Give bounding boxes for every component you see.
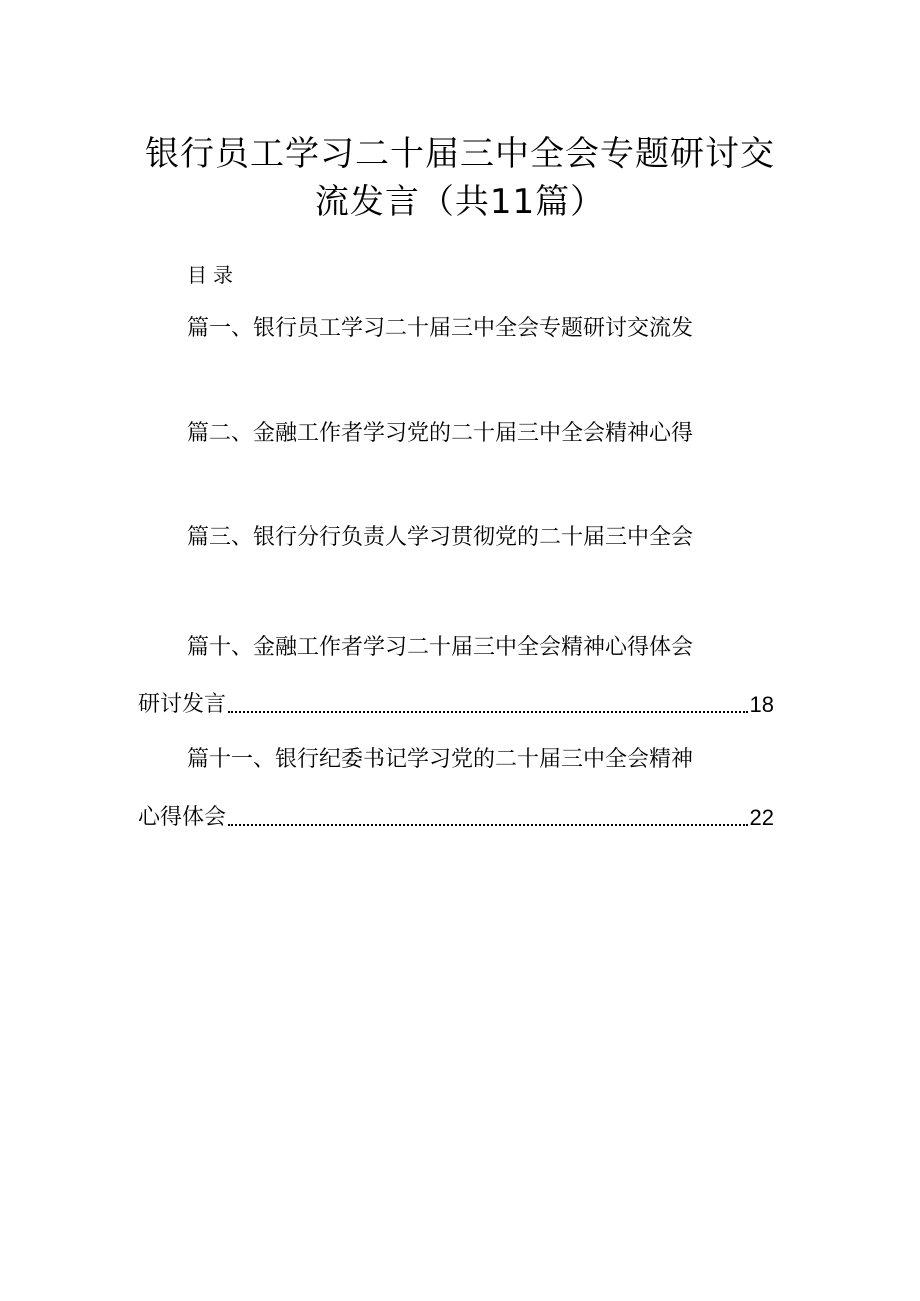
toc-entry-1[interactable]: 篇一、银行员工学习二十届三中全会专题研讨交流发 <box>187 316 694 341</box>
document-title-line-1: 银行员工学习二十届三中全会专题研讨交 <box>145 134 775 174</box>
toc-entry-10-page-number: 18 <box>749 692 774 717</box>
toc-entry-10[interactable]: 篇十、金融工作者学习二十届三中全会精神心得体会 <box>187 635 694 660</box>
dot-leader <box>228 711 748 713</box>
toc-entry-3[interactable]: 篇三、银行分行负责人学习贯彻党的二十届三中全会 <box>187 525 694 550</box>
toc-entry-10-leader-row[interactable] <box>138 690 774 720</box>
toc-entry-11[interactable]: 篇十一、银行纪委书记学习党的二十届三中全会精神 <box>187 747 694 772</box>
toc-entry-10-continuation: 研讨发言 <box>138 692 227 717</box>
toc-entry-11-continuation: 心得体会 <box>138 805 227 830</box>
toc-entry-2[interactable]: 篇二、金融工作者学习党的二十届三中全会精神心得 <box>187 421 694 446</box>
toc-heading: 目录 <box>187 263 239 287</box>
toc-entry-11-leader-row[interactable] <box>138 803 774 833</box>
document-title-line-2: 流发言（共11篇） <box>314 182 606 222</box>
toc-entry-11-page-number: 22 <box>749 805 774 830</box>
dot-leader <box>228 824 748 826</box>
